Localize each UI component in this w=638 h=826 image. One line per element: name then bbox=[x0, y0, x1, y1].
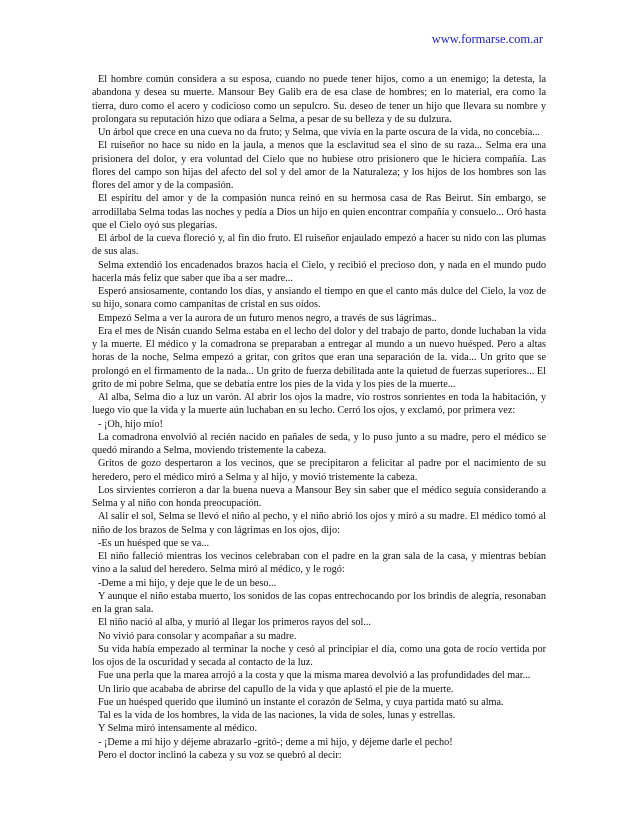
website-link[interactable]: www.formarse.com.ar bbox=[431, 32, 543, 46]
document-body bbox=[92, 73, 546, 762]
paragraph: El hombre común considera a su esposa, cuando no puede tener hijos, como a un enemigo; la detesta, la abandona y desea su muerte. Mansour Bey Galib era de esa clase de hombres; en lo material, era como la tierra, duro como el acero y codicioso como un sepulcro. Su. deseo de tener un hijo que llevara su nombre y prolongara su reputación hizo que odiara a Selma, a pesar de su belleza y de su dulzura. bbox=[92, 74, 546, 125]
paragraph: -Es un huésped que se va... bbox=[98, 537, 210, 549]
paragraph: Esperó ansiosamente, contando los días, y ansiando el tiempo en que el canto más dulce del Cielo, la voz de su hijo, sonara como campanitas de cristal en sus oídos. bbox=[92, 286, 546, 311]
paragraph: El niño falleció mientras los vecinos celebraban con el padre en la gran sala de la casa, y mientras bebían vino a la salud del heredero. Selma miró al médico, y le rogó: bbox=[92, 551, 546, 576]
paragraph: Tal es la vida de los hombres, la vida de las naciones, la vida de soles, lunas y estrellas. bbox=[98, 710, 456, 721]
paragraph: Gritos de gozo despertaron a los vecinos, que se precipitaron a felicitar al padre por el nacimiento de su heredero, pero el médico miró a Selma y al hijo, y movió tristemente la cabeza. bbox=[92, 458, 546, 483]
paragraph: El árbol de la cueva floreció y, al fin dio fruto. El ruiseñor enjaulado empezó a hacer su nido con las plumas de sus alas. bbox=[92, 233, 546, 258]
paragraph: El niño nació al alba, y murió al llegar los primeros rayos del sol... bbox=[98, 617, 371, 629]
paragraph: - ¡Oh, hijo mío! bbox=[98, 418, 163, 430]
paragraph: Empezó Selma a ver la aurora de un futuro menos negro, a través de sus lágrimas.. bbox=[98, 312, 437, 324]
paragraph: Un lirio que acababa de abrirse del capullo de la vida y que aplastó el pie de la muerte. bbox=[98, 683, 454, 695]
paragraph: Selma extendió los encadenados brazos hacia el Cielo, y recibió el precioso don, y nada en el mundo pudo hacerla más feliz que saber que iba a ser madre... bbox=[92, 259, 546, 284]
paragraph: Un árbol que crece en una cueva no da fruto; y Selma, que vivía en la parte oscura de la vida, no concebía... bbox=[98, 127, 540, 138]
paragraph: Los sirvientes corrieron a dar la buena nueva a Mansour Bey sin saber que el médico seguía considerando a Selma y al niño con honda preocupación. bbox=[92, 484, 546, 509]
paragraph: Y Selma miró intensamente al médico. bbox=[98, 723, 258, 735]
paragraph: - ¡Deme a mi hijo y déjeme abrazarlo -gritó-; deme a mi hijo, y déjeme darle el pecho! bbox=[98, 736, 453, 748]
paragraph: El espíritu del amor y de la compasión nunca reinó en su hermosa casa de Ras Beirut. Sin embargo, se arrodillaba Selma todas las noches y pedía a Dios un hijo en quien encontrar compañía y consuelo... Oró hasta que el Cielo oyó sus plegarias. bbox=[92, 193, 546, 231]
paragraph: -Deme a mi hijo, y deje que le de un beso... bbox=[98, 577, 277, 589]
paragraph: Su vida había empezado al terminar la noche y cesó al principiar el día, como una gota de rocío vertida por los ojos de la oscuridad y secada al contacto de la luz. bbox=[92, 643, 546, 668]
paragraph: Y aunque el niño estaba muerto, los sonidos de las copas entrechocando por los brindis de alegría, resonaban en la gran sala. bbox=[92, 590, 546, 615]
paragraph: Al salir el sol, Selma se llevó el niño al pecho, y el niño abrió los ojos y miró a su madre. El médico tomó al niño de los brazos de Selma y con lágrimas en los ojos, dijo: bbox=[92, 511, 546, 536]
paragraph: Al alba, Selma dio a luz un varón. Al abrir los ojos la madre, vio rostros sonrientes en toda la habitación, y luego vio que la vida y la muerte aún luchaban en su lecho. Cerró los ojos, y exclamó, por primera vez: bbox=[92, 392, 546, 417]
paragraph: No vivió para consolar y acompañar a su madre. bbox=[98, 630, 297, 642]
paragraph: Fue un huésped querido que iluminó un instante el corazón de Selma, y cuya partida mató su alma. bbox=[98, 696, 504, 708]
paragraph: El ruiseñor no hace su nido en la jaula, a menos que la esclavitud sea el sino de su raza... Selma era una prisionera del dolor, y era voluntad del Cielo que no hubiese otro prisionero que le hiciera compañía. Las flores del campo son hijas del afecto del sol y del amor de la Naturaleza; y los hijos de los hombres son las flores del amor y de la compasión. bbox=[92, 140, 546, 191]
paragraph: Fue una perla que la marea arrojó a la costa y que la misma marea devolvió a las profundidades del mar... bbox=[98, 670, 531, 682]
paragraph: Era el mes de Nisán cuando Selma estaba en el lecho del dolor y del trabajo de parto, donde luchaban la vida y la muerte. El médico y la comadrona se preparaban a entregar al mundo a un nuevo huésped. Pero a altas horas de la noche, Selma empezó a gritar, con gritos que eran una separación de la. vida... Un grito que se prolongó en el firmamento de la nada... Un grito de fuerza debilitada ante la quietud de fuerzas superiores... El grito de mi pobre Selma, que se debatía entre los pies de la vida y los pies de la muerte... bbox=[92, 325, 546, 390]
paragraph: La comadrona envolvió al recién nacido en pañales de seda, y lo puso junto a su madre, pero el médico se quedó mirando a Selma, moviendo tristemente la cabeza. bbox=[92, 431, 546, 456]
paragraph: Pero el doctor inclinó la cabeza y su voz se quebró al decir: bbox=[98, 749, 342, 761]
